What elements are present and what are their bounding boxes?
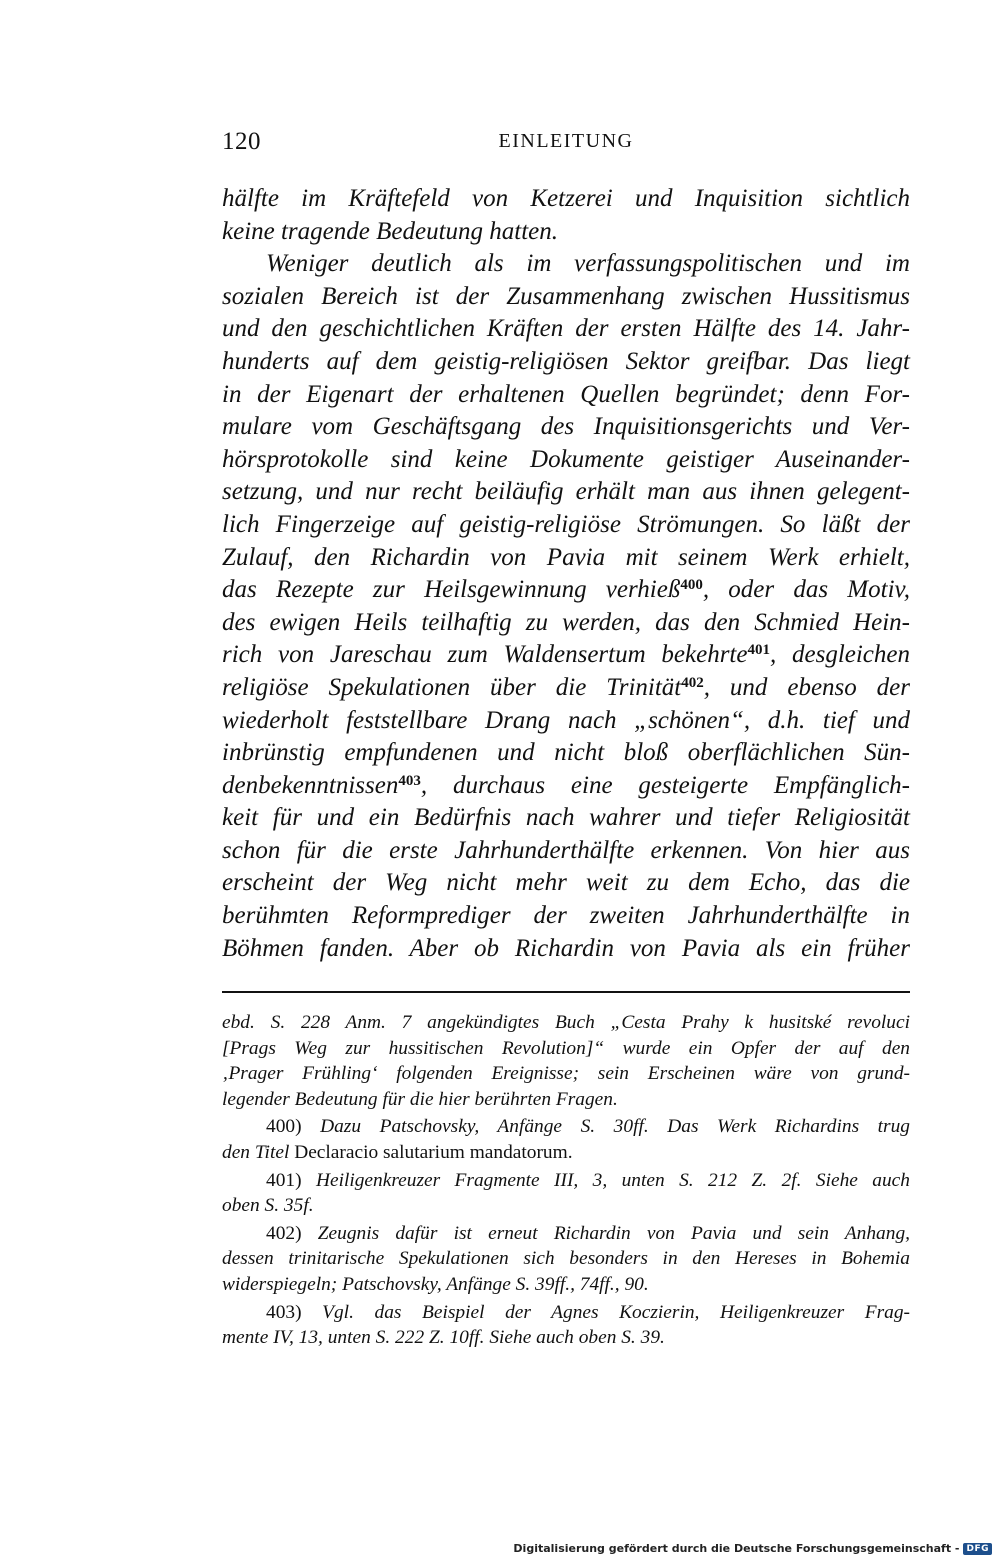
text-span: religiöse Spekulationen über die Trinität	[222, 673, 682, 701]
footnote-title-roman: Declaracio salutarium mandatorum.	[294, 1141, 573, 1163]
text-span: , desgleichen	[769, 641, 911, 669]
footnote-number: 401)	[266, 1169, 302, 1191]
footnote-400	[222, 1114, 910, 1165]
text-line: setzung, und nur recht beiläufig erhält man aus ihnen gelegent-	[222, 478, 910, 506]
paragraph	[222, 248, 910, 965]
footnote-402	[222, 1221, 910, 1298]
footnote-line: oben S. 35f.	[222, 1195, 314, 1217]
footnote-line	[222, 1300, 910, 1326]
text-line: des ewigen Heils teilhaftig zu werden, das den Schmied Hein-	[222, 608, 910, 636]
footnote-line: [Prags Weg zur hussitischen Revolution]“ wurde ein Opfer der auf den	[222, 1037, 910, 1059]
text-span: denbekenntnissen	[222, 771, 399, 799]
text-line: berühmten Reformprediger der zweiten Jahrhunderthälfte in	[222, 902, 910, 930]
footnote-text: Vgl. das Beispiel der Agnes Koczierin, Heiligenkreuzer Frag-	[322, 1301, 910, 1323]
text-span: , und ebenso der	[703, 673, 911, 701]
footnote-line: ‚Prager Frühling‘ folgenden Ereignisse; sein Erscheinen wäre von grund-	[222, 1063, 910, 1085]
page-number: 120	[222, 128, 261, 155]
footnote-text: den Titel	[222, 1141, 290, 1163]
footnote-ref-403[interactable]: 403	[398, 772, 421, 789]
footnotes	[222, 1010, 910, 1353]
footnote-line: widerspiegeln; Patschovsky, Anfänge S. 39ff., 74ff., 90.	[222, 1273, 649, 1295]
main-text	[222, 183, 910, 965]
text-line: Zulauf, den Richardin von Pavia mit seinem Werk erhielt,	[222, 543, 910, 571]
footnote-line	[222, 1221, 910, 1247]
footnote-ref-400[interactable]: 400	[680, 577, 703, 594]
text-line: Weniger deutlich als im verfassungspolitischen und im	[266, 250, 910, 278]
text-line	[222, 672, 910, 705]
text-line: Böhmen fanden. Aber ob Richardin von Pavia als ein früher	[222, 934, 910, 962]
running-head: EINLEITUNG	[498, 130, 634, 152]
text-line	[222, 574, 910, 607]
footnote-ref-402[interactable]: 402	[681, 674, 704, 691]
text-line: mulare vom Geschäftsgang des Inquisitionsgerichts und Ver-	[222, 413, 910, 441]
text-line	[222, 639, 910, 672]
footnote-line: mente IV, 13, unten S. 222 Z. 10ff. Siehe auch oben S. 39.	[222, 1327, 665, 1349]
text-line: hörsprotokolle sind keine Dokumente geistiger Auseinander-	[222, 445, 910, 473]
footnote-line	[222, 1168, 910, 1194]
text-line: und den geschichtlichen Kräften der ersten Hälfte des 14. Jahr-	[222, 315, 910, 343]
footnote-line	[222, 1114, 910, 1140]
footnote-line	[222, 1140, 910, 1166]
text-span: rich von Jareschau zum Waldensertum bekehrte	[222, 641, 748, 669]
paragraph-continued	[222, 183, 910, 248]
footnote-text: Dazu Patschovsky, Anfänge S. 30ff. Das Werk Richardins trug	[320, 1116, 910, 1138]
text-line	[222, 770, 910, 803]
text-line: in der Eigenart der erhaltenen Quellen begründet; denn For-	[222, 380, 910, 408]
text-line: erscheint der Weg nicht mehr weit zu dem Echo, das die	[222, 869, 910, 897]
page-header	[222, 128, 910, 162]
text-span: , oder das Motiv,	[702, 576, 911, 604]
text-span: das Rezepte zur Heilsgewinnung verhieß	[222, 576, 681, 604]
footnote-continuation	[222, 1010, 910, 1112]
footnote-401	[222, 1168, 910, 1219]
text-line: keine tragende Bedeutung hatten.	[222, 217, 558, 245]
text-line: lich Fingerzeige auf geistig-religiöse Strömungen. So läßt der	[222, 510, 910, 538]
footnote-ref-401[interactable]: 401	[747, 642, 770, 659]
footnote-403	[222, 1300, 910, 1351]
text-line: schon für die erste Jahrhunderthälfte erkennen. Von hier aus	[222, 836, 910, 864]
dfg-logo: DFG	[963, 1543, 992, 1555]
text-line: keit für und ein Bedürfnis nach wahrer und tiefer Religiosität	[222, 804, 910, 832]
footnote-text: Heiligenkreuzer Fragmente III, 3, unten S. 212 Z. 2f. Siehe auch	[315, 1169, 910, 1191]
footnote-line: dessen trinitarische Spekulationen sich besonders in den Hereses in Bohemia	[222, 1248, 910, 1270]
footnote-number: 400)	[266, 1116, 302, 1138]
footnote-number: 403)	[266, 1301, 302, 1323]
footnote-line: legender Bedeutung für die hier berührten Fragen.	[222, 1088, 618, 1110]
digitization-credit	[513, 1542, 992, 1555]
footnote-line: ebd. S. 228 Anm. 7 angekündigtes Buch „Cesta Prahy k husitské revoluci	[222, 1012, 910, 1033]
credit-text: Digitalisierung gefördert durch die Deutsche Forschungsgemeinschaft -	[513, 1542, 960, 1555]
footnote-number: 402)	[266, 1222, 302, 1244]
footnote-text: Zeugnis dafür ist erneut Richardin von Pavia und sein Anhang,	[317, 1222, 910, 1244]
text-line: sozialen Bereich ist der Zusammenhang zwischen Hussitismus	[222, 282, 910, 310]
text-line: hunderts auf dem geistig-religiösen Sektor greifbar. Das liegt	[222, 347, 910, 375]
text-span: , durchaus eine gesteigerte Empfänglich-	[420, 771, 910, 799]
text-line: hälfte im Kräftefeld von Ketzerei und Inquisition sichtlich	[222, 185, 910, 212]
text-line: wiederholt feststellbare Drang nach „schönen“, d.h. tief und	[222, 706, 910, 734]
text-line: inbrünstig empfundenen und nicht bloß oberflächlichen Sün-	[222, 739, 910, 767]
footnote-separator	[222, 991, 910, 993]
